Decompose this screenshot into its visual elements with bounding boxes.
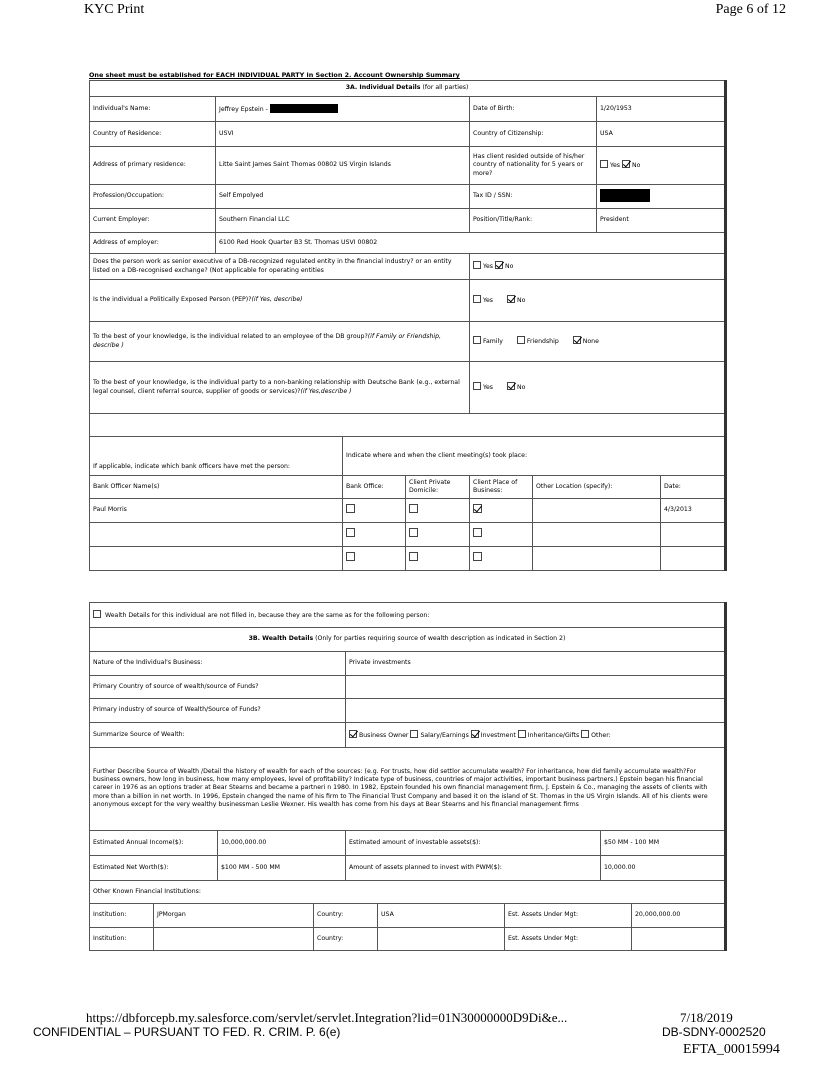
residence-value: USVI: [216, 122, 470, 147]
other-location: [533, 523, 661, 547]
confidential-notice: CONFIDENTIAL – PURSUANT TO FED. R. CRIM. P. 6(e): [33, 1025, 341, 1039]
exec-no-checkbox[interactable]: [495, 261, 503, 269]
nonbank-question: To the best of your knowledge, is the individual party to a non-banking relationship with Deutsche Bank (e.g., external legal counsel, client referral source, supplier of goods or services)?(if Yes,describe ): [90, 362, 470, 414]
wealth-country-value: [346, 676, 726, 699]
emp-address-value: 6100 Red Hook Quarter B3 St. Thomas USVI 00802: [216, 233, 726, 254]
institution-country: USA: [378, 904, 505, 928]
office-checkbox[interactable]: [346, 504, 355, 513]
dob-value: 1/20/1953: [597, 97, 726, 122]
officer-row: [90, 523, 726, 547]
intro-note: One sheet must be established for EACH INDIVIDUAL PARTY in Section 2. Account Ownership Summary: [89, 71, 460, 79]
income-value: 10,000,000.00: [218, 831, 346, 856]
none-checkbox[interactable]: [573, 336, 581, 344]
pep-yes-checkbox[interactable]: [473, 295, 481, 303]
name-value: Jeffrey Epstein -: [216, 97, 470, 122]
pep-no-checkbox[interactable]: [507, 295, 515, 303]
footer-url: https://dbforcepb.my.salesforce.com/servlet/servlet.Integration?lid=01N30000000D9Di&e...: [86, 1010, 568, 1025]
networth-label: Estimated Net Worth($):: [90, 856, 218, 881]
col-other-header: Other Location (specify):: [533, 476, 661, 499]
nonbank-answer: Yes No: [470, 362, 726, 414]
related-answer: Family Friendship None: [470, 322, 726, 362]
col-business-header: Client Place of Business:: [470, 476, 533, 499]
meeting-date: 4/3/2013: [661, 499, 726, 523]
summarize-options: Business Owner Salary/Earnings Investment Inheritance/Gifts Other:: [346, 723, 726, 748]
nature-label: Nature of the Individual's Business:: [90, 652, 346, 676]
income-label: Estimated Annual Income($):: [90, 831, 218, 856]
profession-value: Self Empolyed: [216, 185, 470, 209]
same-as-row: Wealth Details for this individual are not filled in, because they are the same as for the following person:: [90, 603, 726, 628]
employer-value: Southern Financial LLC: [216, 209, 470, 233]
officer-name: [90, 523, 343, 547]
employer-label: Current Employer:: [90, 209, 216, 233]
exec-yes-checkbox[interactable]: [473, 261, 481, 269]
wealth-industry-value: [346, 699, 726, 723]
institution-row: [90, 904, 726, 928]
business-owner-checkbox[interactable]: [349, 730, 357, 738]
investable-label: Estimated amount of investable assets($):: [346, 831, 601, 856]
networth-value: $100 MM - 500 MM: [218, 856, 346, 881]
resided-question: Has client resided outside of his/her country of nationality for 5 years or more?: [470, 147, 597, 185]
institution-label: Institution:: [90, 904, 154, 928]
officer-row: [90, 547, 726, 571]
section-3a-title: 3A. Individual Details (for all parties): [90, 81, 726, 97]
aum-label: Est. Assets Under Mgt:: [505, 904, 632, 928]
office-checkbox[interactable]: [346, 552, 355, 561]
other-location: [533, 547, 661, 571]
officer-name: [90, 547, 343, 571]
resided-no-checkbox[interactable]: [622, 160, 630, 168]
family-checkbox[interactable]: [473, 336, 481, 344]
nature-value: Private investments: [346, 652, 726, 676]
salary-earnings-checkbox[interactable]: [410, 730, 418, 738]
office-checkbox[interactable]: [346, 528, 355, 537]
same-as-checkbox[interactable]: [93, 610, 101, 618]
resided-yes-checkbox[interactable]: [600, 160, 608, 168]
meeting-date: [661, 547, 726, 571]
address-value: Litte Saint James Saint Thomas 00802 US Virgin Islands: [216, 147, 470, 185]
meeting-date: [661, 523, 726, 547]
col-date-header: Date:: [661, 476, 726, 499]
summarize-label: Summarize Source of Wealth:: [90, 723, 346, 748]
business-checkbox[interactable]: [473, 528, 482, 537]
taxid-value: [597, 185, 726, 209]
residence-label: Country of Residence:: [90, 122, 216, 147]
individual-details-table: [89, 80, 727, 571]
redaction-bar: [270, 104, 338, 113]
header-left: KYC Print: [84, 2, 145, 17]
col-office-header: Bank Office:: [343, 476, 406, 499]
inheritance-gifts-checkbox[interactable]: [518, 730, 526, 738]
institution-country-label: Country:: [314, 928, 378, 951]
aum-label: Est. Assets Under Mgt:: [505, 928, 632, 951]
resided-answer: Yes No: [597, 147, 726, 185]
position-label: Position/Title/Rank:: [470, 209, 597, 233]
institution-name: [154, 928, 314, 951]
friendship-checkbox[interactable]: [517, 336, 525, 344]
other-location: [533, 499, 661, 523]
col-officer-header: Bank Officer Name(s): [90, 476, 343, 499]
further-description: Further Describe Source of Wealth /Detail the history of wealth for each of the sources: (e.g. For trusts, how did settlor accumulate wealth? For inheritance, how did family accumulate wealth?For business owners, how long in business, how many employees, level of profitability? Indicate type of business, countries of major activities, important business partners.) Epstein began his financial career in 1976 as an options trader at Bear Stearns and became a partneri n 1980. In 1982, Epstein founded his own financial management firm, J. Epstein & Co., managing the assets of clients with more than a billion in net worth. In 1996, Epstein changed the name of his firm to The Financial Trust Company and based it on the island of St. Thomas in the US Virgin Islands. All of his clients were anonymous except for the very wealthy businessman Leslie Wexner. His wealth has come from his days at Bear Stearns and his financial management firms: [90, 748, 726, 831]
profession-label: Profession/Occupation:: [90, 185, 216, 209]
pwm-label: Amount of assets planned to invest with PWM($):: [346, 856, 601, 881]
page-number: Page 6 of 12: [715, 2, 786, 17]
officers-label: If applicable, indicate which bank officers have met the person:: [90, 437, 343, 476]
redaction-bar: [600, 189, 650, 202]
bates-number: DB-SDNY-0002520: [662, 1025, 766, 1039]
section-3b-title: 3B. Wealth Details (Only for parties requiring source of wealth description as indicated in Section 2): [90, 628, 726, 652]
meeting-label: Indicate where and when the client meeting(s) took place:: [343, 437, 726, 476]
address-label: Address of primary residence:: [90, 147, 216, 185]
nonbank-no-checkbox[interactable]: [507, 382, 515, 390]
dob-label: Date of Birth:: [470, 97, 597, 122]
domicile-checkbox[interactable]: [409, 528, 418, 537]
officer-name: Paul Morris: [90, 499, 343, 523]
exec-answer: Yes No: [470, 254, 726, 280]
efta-number: EFTA_00015994: [683, 1042, 780, 1057]
footer-date: 7/18/2019: [680, 1010, 733, 1025]
domicile-checkbox[interactable]: [409, 504, 418, 513]
citizenship-value: USA: [597, 122, 726, 147]
institution-name: JPMorgan: [154, 904, 314, 928]
col-domicile-header: Client Private Domicile:: [406, 476, 470, 499]
business-checkbox[interactable]: [473, 504, 482, 513]
pep-question: Is the individual a Politically Exposed Person (PEP)?(if Yes, describe): [90, 280, 470, 322]
investable-value: $50 MM - 100 MM: [601, 831, 726, 856]
citizenship-label: Country of Citizenship:: [470, 122, 597, 147]
investment-checkbox[interactable]: [471, 730, 479, 738]
pwm-value: 10,000.00: [601, 856, 726, 881]
institution-country-label: Country:: [314, 904, 378, 928]
institution-country: [378, 928, 505, 951]
wealth-details-table: [89, 602, 727, 951]
taxid-label: Tax ID / SSN:: [470, 185, 597, 209]
emp-address-label: Address of employer:: [90, 233, 216, 254]
name-label: Individual's Name:: [90, 97, 216, 122]
related-question: To the best of your knowledge, is the individual related to an employee of the DB group?(if Family or Friendship, describe ): [90, 322, 470, 362]
business-checkbox[interactable]: [473, 552, 482, 561]
institution-label: Institution:: [90, 928, 154, 951]
wealth-industry-label: Primary industry of source of Wealth/Source of Funds?: [90, 699, 346, 723]
nonbank-yes-checkbox[interactable]: [473, 382, 481, 390]
domicile-checkbox[interactable]: [409, 552, 418, 561]
aum-value: 20,000,000.00: [632, 904, 726, 928]
officer-row: [90, 499, 726, 523]
wealth-country-label: Primary Country of source of wealth/source of Funds?: [90, 676, 346, 699]
spacer-row: [90, 414, 726, 437]
other-source-checkbox[interactable]: [581, 730, 589, 738]
institution-row: [90, 928, 726, 951]
aum-value: [632, 928, 726, 951]
exec-question: Does the person work as senior executive of a DB-recognized regulated entity in the financial industry? or an entity listed on a DB-recognised exchange? (Not applicable for operating entities: [90, 254, 470, 280]
other-institutions-label: Other Known Financial Institutions:: [90, 881, 726, 904]
pep-answer: Yes No: [470, 280, 726, 322]
position-value: President: [597, 209, 726, 233]
